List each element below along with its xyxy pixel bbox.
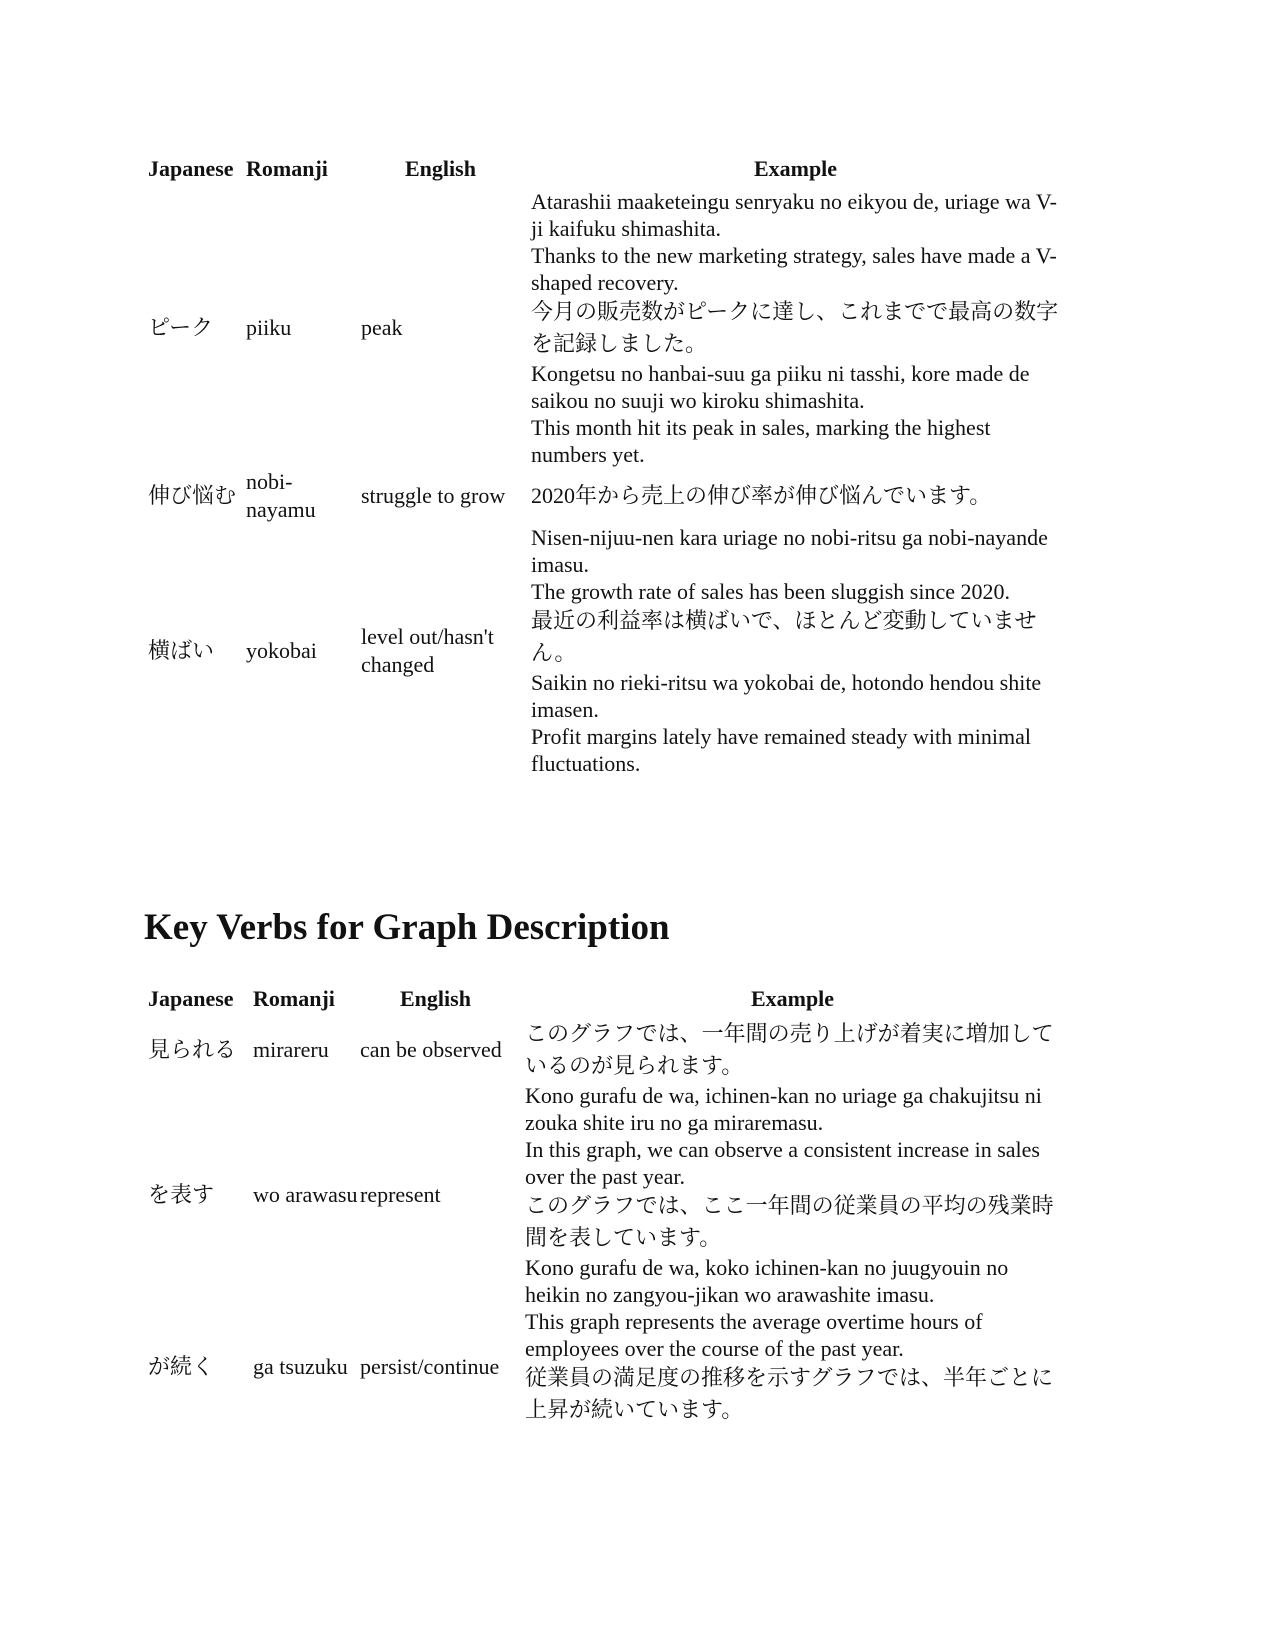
header-example: Example (750, 986, 835, 1011)
example-sentence: Profit margins lately have remained steady with minimal fluctuations. (531, 724, 1031, 776)
japanese-term: が続く (148, 1354, 215, 1379)
romanji-term: ga tsuzuku (253, 1354, 348, 1379)
japanese-term: 見られる (148, 1037, 237, 1062)
table-header-row (148, 980, 1060, 1018)
header-japanese: Japanese (148, 986, 234, 1011)
example-sentence: 2020年から売上の伸び率が伸び悩んでいます。 (531, 483, 992, 508)
english-term: can be observed (360, 1037, 502, 1062)
table-row (148, 188, 1060, 242)
header-english: English (400, 986, 471, 1011)
example-sentence: このグラフでは、一年間の売り上げが着実に増加しているのが見られます。 (525, 1021, 1054, 1078)
table-row (148, 1082, 1060, 1136)
header-english: English (405, 156, 476, 181)
vocab-table-2 (148, 980, 1060, 1426)
english-term: persist/continue (360, 1354, 500, 1379)
japanese-term: 横ばい (148, 637, 215, 663)
table-row (148, 1308, 1060, 1362)
example-sentence: In this graph, we can observe a consistent increase in sales over the past year. (525, 1137, 1040, 1189)
english-term: level out/hasn't changed (361, 623, 494, 677)
romanji-term: wo arawasu (253, 1182, 358, 1207)
header-romanji: Romanji (246, 156, 328, 181)
example-sentence: 従業員の満足度の推移を示すグラフでは、半年ごとに上昇が続いています。 (525, 1365, 1054, 1422)
table-row (148, 1018, 1060, 1082)
table-row (148, 468, 1060, 524)
example-sentence: Saikin no rieki-ritsu wa yokobai de, hotondo hendou shite imasen. (531, 670, 1042, 722)
example-sentence: 最近の利益率は横ばいで、ほとんど変動していません。 (531, 608, 1037, 665)
header-example: Example (753, 156, 838, 181)
japanese-term: を表す (148, 1182, 215, 1207)
header-japanese: Japanese (148, 156, 234, 181)
header-romanji: Romanji (253, 986, 335, 1011)
example-sentence: 今月の販売数がピークに達し、これまでで最高の数字を記録しました。 (531, 299, 1059, 356)
romanji-term: yokobai (246, 637, 317, 663)
example-sentence: Nisen-nijuu-nen kara uriage no nobi-ritsu ga nobi-nayande imasu. (531, 525, 1048, 577)
example-sentence: This graph represents the average overtime hours of employees over the course of the past year. (525, 1309, 983, 1361)
example-sentence: Atarashii maaketeingu senryaku no eikyou de, uriage wa V-ji kaifuku shimashita. (531, 189, 1058, 241)
example-sentence: The growth rate of sales has been sluggish since 2020. (531, 579, 1010, 604)
table-row (148, 524, 1060, 578)
section-heading: Key Verbs for Graph Description (144, 907, 670, 948)
example-sentence: このグラフでは、ここ一年間の従業員の平均の残業時間を表しています。 (525, 1193, 1054, 1250)
japanese-term: ピーク (148, 315, 214, 340)
example-sentence: Kono gurafu de wa, koko ichinen-kan no juugyouin no heikin no zangyou-jikan wo arawashite imasu. (525, 1255, 1009, 1307)
english-term: peak (361, 315, 403, 340)
table-header-row (148, 150, 1060, 188)
japanese-term: 伸び悩む (148, 483, 237, 508)
example-sentence: Kongetsu no hanbai-suu ga piiku ni tasshi, kore made de saikou no suuji wo kiroku shimashita. (531, 361, 1030, 413)
english-term: represent (360, 1182, 441, 1207)
romanji-term: piiku (246, 315, 292, 340)
english-term: struggle to grow (361, 483, 506, 508)
romanji-term: mirareru (253, 1037, 329, 1062)
example-sentence: This month hit its peak in sales, marking the highest numbers yet. (531, 415, 991, 467)
vocab-table-1 (148, 150, 1060, 777)
example-sentence: Thanks to the new marketing strategy, sales have made a V-shaped recovery. (531, 243, 1057, 295)
romanji-term: nobi-nayamu (246, 469, 316, 522)
example-sentence: Kono gurafu de wa, ichinen-kan no uriage ga chakujitsu ni zouka shite iru no ga miraremasu. (525, 1083, 1042, 1135)
